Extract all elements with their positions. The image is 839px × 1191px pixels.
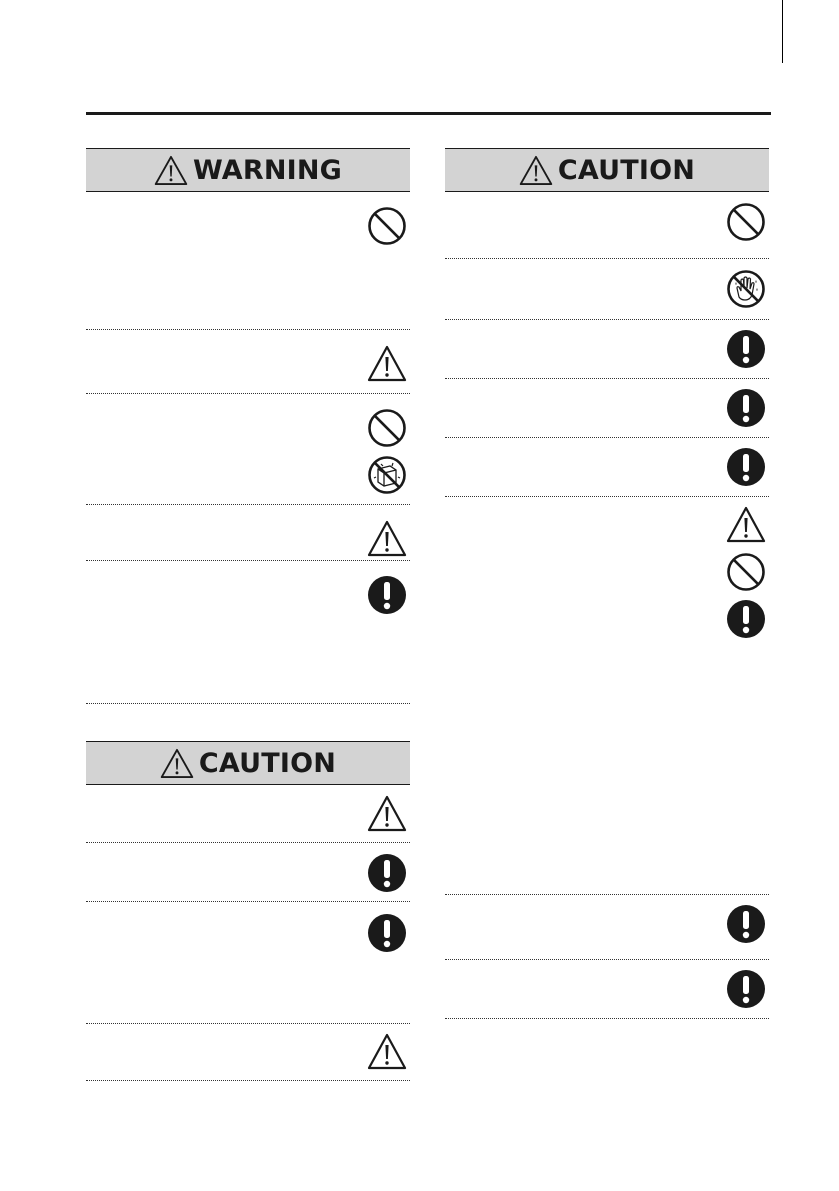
warning-triangle-icon xyxy=(160,748,194,779)
warning-item xyxy=(86,505,410,561)
no-wet-hands-icon xyxy=(726,269,766,309)
caution-section-right xyxy=(445,148,769,1019)
caution-item xyxy=(445,895,769,960)
prohibition-icon xyxy=(726,202,766,242)
mandatory-action-icon xyxy=(367,853,407,893)
mandatory-action-icon xyxy=(726,599,766,639)
caution-item xyxy=(445,320,769,379)
warning-triangle-icon xyxy=(154,155,188,186)
warning-item xyxy=(86,561,410,704)
warning-triangle-icon xyxy=(367,794,407,834)
prohibition-icon xyxy=(367,408,407,448)
caution-header-title: CAUTION xyxy=(198,747,337,779)
warning-item xyxy=(86,192,410,330)
top-rule xyxy=(86,112,771,115)
caution-header-title: CAUTION xyxy=(557,154,696,186)
caution-item xyxy=(86,843,410,902)
caution-header xyxy=(86,741,410,785)
caution-item xyxy=(445,192,769,259)
warning-triangle-icon xyxy=(519,155,553,186)
warning-triangle-icon xyxy=(367,1032,407,1072)
caution-item xyxy=(445,497,769,895)
mandatory-action-icon xyxy=(367,575,407,615)
page-edge-line xyxy=(782,0,783,63)
caution-item xyxy=(86,902,410,1024)
warning-section xyxy=(86,148,410,704)
mandatory-action-icon xyxy=(726,904,766,944)
warning-triangle-icon xyxy=(367,344,407,384)
warning-triangle-icon xyxy=(367,519,407,559)
caution-item xyxy=(445,259,769,320)
mandatory-action-icon xyxy=(726,969,766,1009)
caution-item xyxy=(86,1024,410,1081)
no-disassembly-icon xyxy=(367,455,407,495)
mandatory-action-icon xyxy=(726,447,766,487)
warning-header xyxy=(86,148,410,192)
prohibition-icon xyxy=(726,552,766,592)
warning-item xyxy=(86,330,410,394)
caution-item xyxy=(445,379,769,438)
prohibition-icon xyxy=(367,206,407,246)
mandatory-action-icon xyxy=(367,913,407,953)
warning-triangle-icon xyxy=(726,505,766,545)
caution-item xyxy=(86,785,410,843)
warning-item xyxy=(86,394,410,505)
mandatory-action-icon xyxy=(726,329,766,369)
warning-header-title: WARNING xyxy=(192,154,343,186)
caution-item xyxy=(445,960,769,1019)
mandatory-action-icon xyxy=(726,388,766,428)
caution-section-left xyxy=(86,741,410,1081)
caution-item xyxy=(445,438,769,497)
caution-header xyxy=(445,148,769,192)
